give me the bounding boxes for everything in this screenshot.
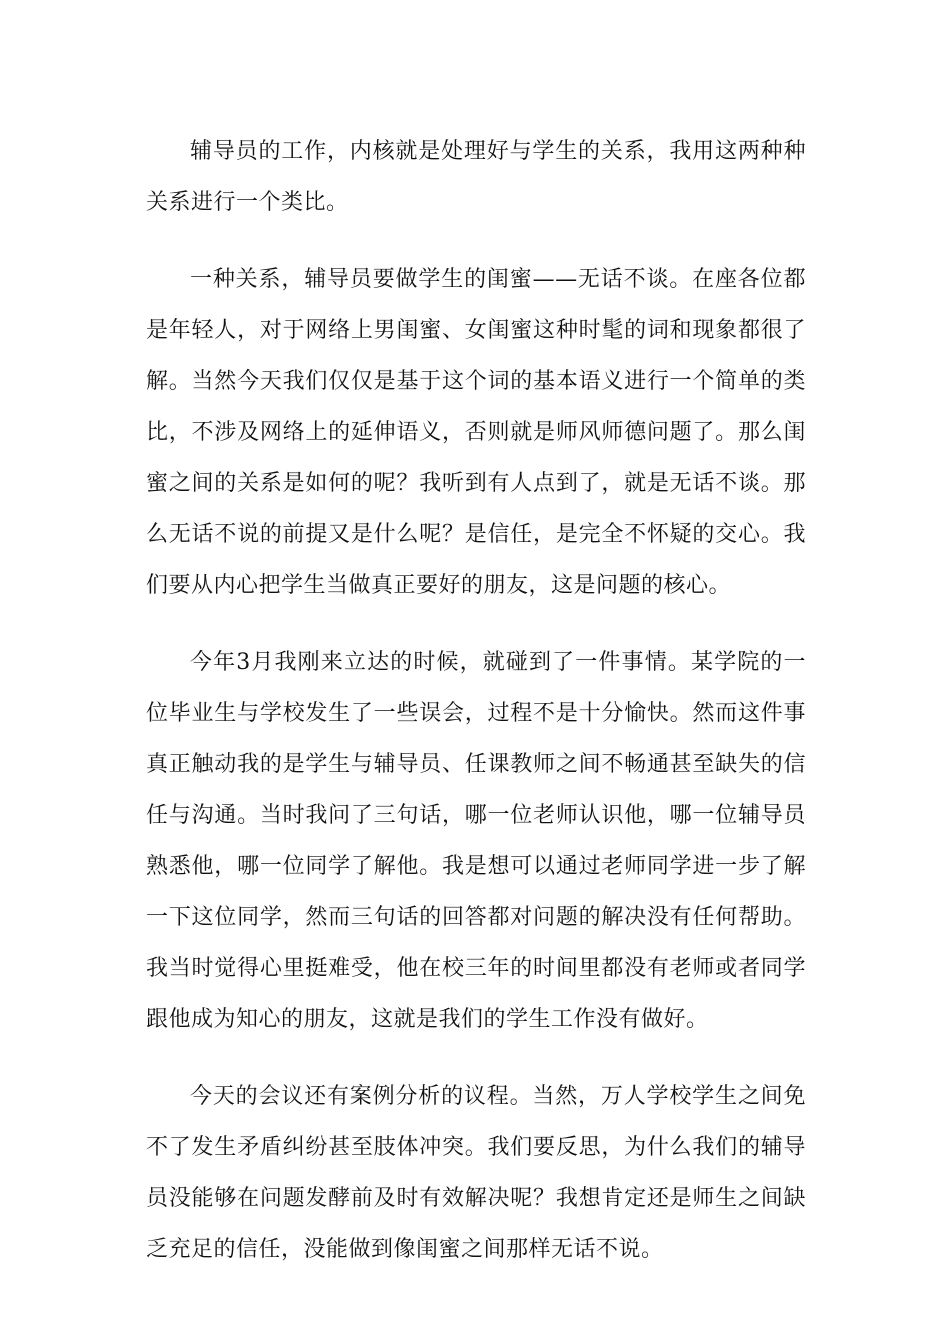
paragraph-3: 今年3月我刚来立达的时候，就碰到了一件事情。某学院的一位毕业生与学校发生了一些误会，过程不是十分愉快。然而这件事真正触动我的是学生与辅导员、任课教师之间不畅通甚至缺失的信任与沟通。当时我问了三句话，哪一位老师认识他，哪一位辅导员熟悉他，哪一位同学了解他。我是想可以通过老师同学进一步了解一下这位同学，然而三句话的回答都对问题的解决没有任何帮助。我当时觉得心里挺难受，他在校三年的时间里都没有老师或者同学跟他成为知心的朋友，这就是我们的学生工作没有做好。 (146, 650, 806, 1032)
document-body (146, 126, 806, 1301)
paragraph-2: 一种关系，辅导员要做学生的闺蜜——无话不谈。在座各位都是年轻人，对于网络上男闺蜜、女闺蜜这种时髦的词和现象都很了解。当然今天我们仅仅是基于这个词的基本语义进行一个简单的类比，不涉及网络上的延伸语义，否则就是师风师德问题了。那么闺蜜之间的关系是如何的呢？我听到有人点到了，就是无话不谈。那么无话不说的前提又是什么呢？是信任，是完全不怀疑的交心。我们要从内心把学生当做真正要好的朋友，这是问题的核心。 (146, 267, 806, 598)
paragraph-1: 辅导员的工作，内核就是处理好与学生的关系，我用这两种种关系进行一个类比。 (146, 139, 806, 215)
paragraph-4: 今天的会议还有案例分析的议程。当然，万人学校学生之间免不了发生矛盾纠纷甚至肢体冲突。我们要反思，为什么我们的辅导员没能够在问题发酵前及时有效解决呢？我想肯定还是师生之间缺乏充足的信任，没能做到像闺蜜之间那样无话不说。 (146, 1084, 806, 1262)
